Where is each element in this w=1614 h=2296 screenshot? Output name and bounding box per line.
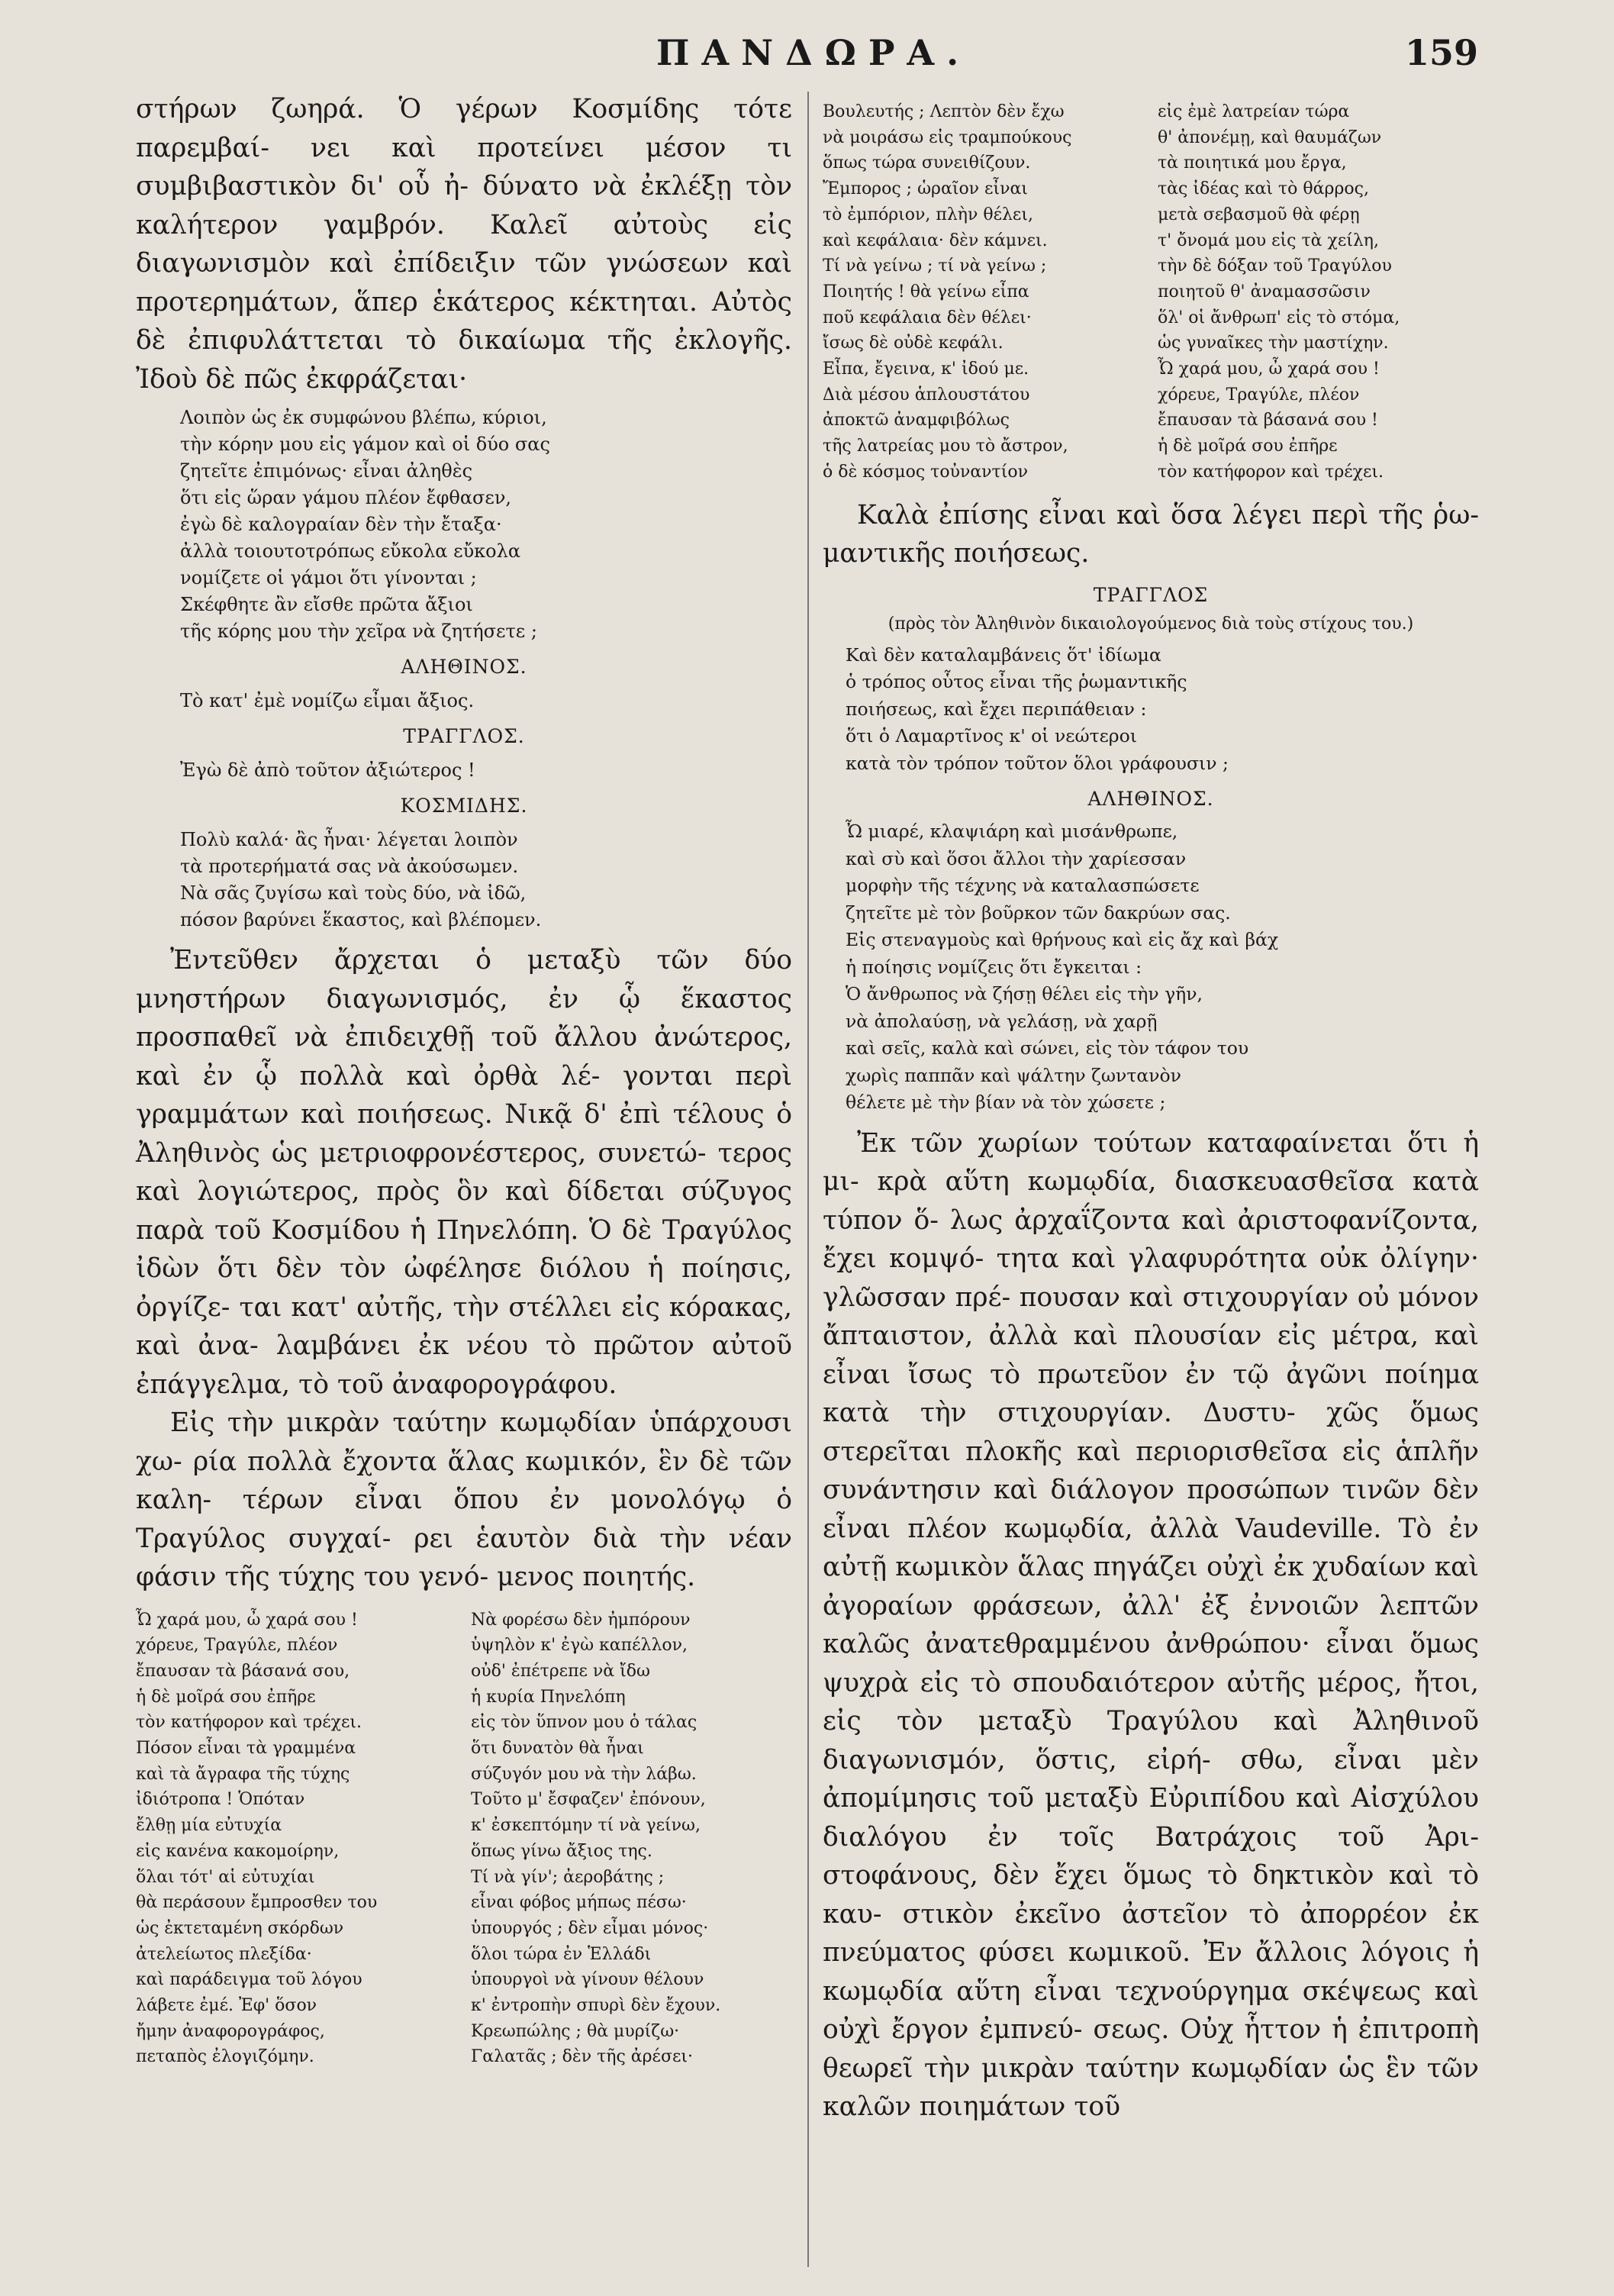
verse-line: ὅλοι τώρα ἐν Ἑλλάδι [471,1944,652,1964]
verse-line: ἔπαυσαν τὰ βάσανά σου ! [1158,411,1378,430]
verse-line: Λοιπὸν ὡς ἐκ συμφώνου βλέπω, κύριοι, [180,407,547,428]
verse-line: κ' ἐσκεπτόμην τί νὰ γείνω, [471,1816,701,1836]
column-divider [807,92,809,2267]
paragraph-romantic-poetry: Καλὰ ἐπίσης εἶναι καὶ ὅσα λέγει περὶ τῆς ῥω- μαντικῆς ποιήσεως. [823,499,1479,569]
speaker-tragylos-2: ΤΡΑΓΓΛΟΣ [1093,583,1209,606]
verse-line: χόρευε, Τραγύλε, πλέον [1158,385,1360,405]
verse-line: νὰ ἀπολαύσῃ, νὰ γελάσῃ, νὰ χαρῇ [846,1010,1158,1032]
verse-line: καὶ σεῖς, καλὰ καὶ σώνει, εἰς τὸν τάφον του [846,1037,1249,1059]
verse-line: νομίζετε οἱ γάμοι ὅτι γίνονται ; [180,567,477,589]
verse-line: θ' ἀπονέμῃ, καὶ θαυμάζων [1158,127,1382,147]
verse-line: ἡ δὲ μοῖρά σου ἐπῆρε [136,1687,316,1707]
verse-line: τὴν δὲ δόξαν τοῦ Τραγύλου [1158,256,1392,276]
verse-tragylos-romantic [823,642,1479,778]
verse-line: θέλετε μὲ τὴν βίαν νὰ τὸν χώσετε ; [846,1092,1166,1114]
verse-line: ὑπουργοὶ νὰ γίνουν θέλουν [471,1970,704,1990]
verse-line: χωρὶς παππᾶν καὶ ψάλτην ζωντανὸν [846,1064,1181,1086]
verse-line: ὅτι ὁ Λαμαρτῖνος κ' οἱ νεώτεροι [846,725,1137,747]
verse-line: Σκέφθητε ἂν εἴσθε πρῶτα ἄξιοι [180,594,473,615]
verse-line: ὡς γυναῖκες τὴν μαστίχην. [1158,334,1389,353]
verse-line-alithinos [136,688,792,714]
running-title: ΠΑΝΔΩΡΑ. [656,32,971,73]
verse-line: ἀλλὰ τοιουτοτρόπως εὔκολα εὔκολα [180,540,521,562]
paragraph-monologue-intro: Εἰς τὴν μικρὰν ταύτην κωμῳδίαν ὑπάρχουσι χω- ρία πολλὰ ἔχοντα ἅλας κωμικόν, ἓν δὲ τῶν καλη- τέρων εἶναι ὅπου ἐν μονολόγῳ ὁ Τραγύλος συγχαί- ρει ἑαυτὸν διὰ τὴν νέαν φάσιν τῆς τύχης του γενό- μενος ποιητής. [136,1408,792,1592]
verse-line: ὁ δὲ κόσμος τοὐναντίον [823,462,1028,482]
verse-line: ποιητοῦ θ' ἀναμασσῶσιν [1158,282,1371,302]
verse-line: ἡ δὲ μοῖρά σου ἐπῆρε [1158,437,1338,456]
verse-line: σύζυγόν μου νὰ τὴν λάβω. [471,1764,697,1784]
verse-line: Ἔμπορος ; ὡραῖον εἶναι [823,179,1028,199]
verse-line: ποῦ κεφάλαια δὲν θέλει· [823,308,1032,327]
verse-line: ἀποκτῶ ἀναμφιβόλως [823,411,1010,430]
verse-line: τὰ ποιητικά μου ἔργα, [1158,153,1347,173]
verse-line: εἶναι φόβος μήπως πέσω· [471,1893,687,1913]
monologue-two-column [136,1608,792,2071]
verse-line: καὶ παράδειγμα τοῦ λόγου [136,1970,362,1990]
verse-line: τὸν κατήφορον καὶ τρέχει. [1158,462,1384,482]
verse-line: ἤμην ἀναφορογράφος, [136,2021,325,2041]
verse-line: ὁ τρόπος οὗτος εἶναι τῆς ῥωμαντικῆς [846,671,1187,693]
verse-line: ἔπαυσαν τὰ βάσανά σου, [136,1661,350,1681]
verse-line: μετὰ σεβασμοῦ θὰ φέρῃ [1158,205,1360,224]
verse-line: ἔλθῃ μία εὐτυχία [136,1816,282,1836]
verse-line: Καὶ δὲν καταλαμβάνεις ὅτ' ἰδίωμα [846,643,1161,666]
verse-line: λάβετε ἐμέ. Ἐφ' ὅσον [136,1996,317,2016]
right-column [823,90,1479,2281]
verse-line: εἰς ἐμὲ λατρείαν τώρα [1158,102,1350,121]
monologue-column-a [136,1608,457,2071]
verse-line: νὰ μοιράσω εἰς τραμπούκους [823,127,1072,147]
verse-line: ὅπως τώρα συνειθίζουν. [823,153,1031,173]
verse-line: Ὦ χαρά μου, ὦ χαρά σου ! [1158,360,1380,379]
verse-line: εἰς κανένα κακομοίρην, [136,1841,340,1861]
verse-line: Ὦ μιαρέ, κλαψιάρη καὶ μισάνθρωπε, [846,821,1178,843]
verse-line: Γαλατᾶς ; δὲν τῆς ἀρέσει· [471,2047,693,2067]
verse-line: ἀτελείωτος πλεξίδα· [136,1944,312,1964]
verse-line: μορφὴν τῆς τέχνης νὰ καταλασπώσετε [846,875,1200,897]
verse-line: κ' ἐντροπὴν σπυρὶ δὲν ἔχουν. [471,1996,721,2016]
verse-line: Βουλευτής ; Λεπτὸν δὲν ἔχω [823,102,1065,121]
verse-line: ὅπως γίνω ἄξιος της. [471,1841,652,1861]
page-header [0,32,1614,93]
verse-line: ὅλαι τότ' αἱ εὐτυχίαι [136,1867,315,1887]
verse-kosmidis-reply [136,827,792,934]
verse-line: καὶ τὰ ἄγραφα τῆς τύχης [136,1764,350,1784]
verse-line: ὑψηλὸν κ' ἐγὼ καπέλλον, [471,1636,688,1656]
speaker-alithinos: ΑΛΗΘΙΝΟΣ. [401,656,527,678]
verse-line: Πολὺ καλά· ἂς ἦναι· λέγεται λοιπὸν [180,829,518,850]
speaker-tragylos: ΤΡΑΓΓΛΟΣ. [403,725,525,747]
verse-line: τὰς ἰδέας καὶ τὸ θάρρος, [1158,179,1369,199]
verse-line: Τί νὰ γείνω ; τί νὰ γείνω ; [823,256,1047,276]
verse-line: τὸν κατήφορον καὶ τρέχει. [136,1713,362,1733]
verse-alithinos-reply [823,818,1479,1117]
verse-line: Εἶπα, ἔγεινα, κ' ἰδού με. [823,360,1029,379]
verse-line: τὸ ἐμπόριον, πλὴν θέλει, [823,205,1033,224]
verse-line: Πόσον εἶναι τὰ γραμμένα [136,1739,356,1759]
verse-line: Ὁ ἄνθρωπος νὰ ζήσῃ θέλει εἰς τὴν γῆν, [846,983,1203,1005]
monologue-continued [823,99,1479,485]
paragraph-contest: Ἐντεῦθεν ἄρχεται ὁ μεταξὺ τῶν δύο μνηστήρων διαγωνισμός, ἐν ᾧ ἕκαστος προσπαθεῖ νὰ ἐπιδειχθῇ τοῦ ἄλλου ἀνώτερος, καὶ ἐν ᾧ πολλὰ καὶ ὀρθὰ λέ- γονται περὶ γραμμάτων καὶ ποιήσεως. Νικᾷ δ' ἐπὶ τέλους ὁ Ἀληθινὸς ὡς μετριοφρονέστερος, συνετώ- τερος καὶ λογιώτερος, πρὸς ὃν καὶ δίδεται σύζυγος παρὰ τοῦ Κοσμίδου ἡ Πηνελόπη. Ὁ δὲ Τραγύλος ἰδὼν ὅτι δὲν τὸν ὠφέλησε διόλου ἡ ποίησις, ὀργίζε- ται κατ' αὐτῆς, τὴν στέλλει εἰς κόρακας, καὶ ἀνα- λαμβάνει ἐκ νέου τὸ πρῶτον αὐτοῦ ἐπάγγελμα, τὸ τοῦ ἀναφορογράφου. [136,945,792,1400]
verse-line: ὅλ' οἱ ἄνθρωπ' εἰς τὸ στόμα, [1158,308,1400,327]
verse-line: ὅτι δυνατὸν θὰ ἦναι [471,1739,644,1759]
stage-direction: (πρὸς τὸν Ἀληθινὸν δικαιολογούμενος διὰ τοὺς στίχους του.) [888,614,1414,634]
verse-line-tragylos [136,757,792,784]
verse-line: Κρεωπώλης ; θὰ μυρίζω· [471,2021,680,2041]
monologue-column-d [1158,99,1479,485]
left-column [136,90,792,2281]
verse-line: καὶ κεφάλαια· δὲν κάμνει. [823,231,1048,250]
verse-kosmidis-speech [136,405,792,645]
verse-line: ὡς ἐκτεταμένη σκόρδων [136,1918,344,1938]
verse-line: πόσον βαρύνει ἕκαστος, καὶ βλέπομεν. [180,909,542,930]
verse-line: τῆς κόρης μου τὴν χεῖρα νὰ ζητήσετε ; [180,621,537,642]
verse-line: ζητεῖτε μὲ τὸν βοῦρκον τῶν δακρύων σας. [846,901,1231,924]
verse-line: Νὰ σᾶς ζυγίσω καὶ τοὺς δύο, νὰ ἰδῶ, [180,882,527,904]
monologue-column-b [471,1608,792,2071]
verse-line: ἡ ποίησις νομίζεις ὅτι ἔγκειται : [846,956,1142,978]
verse-line: ποιήσεως, καὶ ἔχει περιπάθειαν : [846,698,1147,720]
verse-line: καὶ σὺ καὶ ὅσοι ἄλλοι τὴν χαρίεσσαν [846,847,1187,869]
verse-line: Τοῦτο μ' ἔσφαζεν' ἐπόνουν, [471,1790,706,1810]
verse-line: τὴν κόρην μου εἰς γάμον καὶ οἱ δύο σας [180,434,550,455]
verse-line: ἴσως δὲ οὐδὲ κεφάλι. [823,334,1004,353]
verse-line: χόρευε, Τραγύλε, πλέον [136,1636,338,1656]
verse-line: Νὰ φορέσω δὲν ἠμπόρουν [471,1610,691,1630]
paragraph-committee-evaluation: Ἐκ τῶν χωρίων τούτων καταφαίνεται ὅτι ἡ μι- κρὰ αὕτη κωμῳδία, διασκευασθεῖσα κατὰ τύπον ὅ- λως ἀρχαΐζοντα καὶ ἀριστοφανίζοντα, ἔχει κομψό- τητα καὶ γλαφυρότητα οὐκ ὀλίγην· γλῶσσαν πρέ- πουσαν καὶ στιχουργίαν οὐ μόνον ἄπταιστον, ἀλλὰ καὶ πλουσίαν εἰς μέτρα, καὶ εἶναι ἴσως τὸ πρωτεῦον ἐν τῷ ἀγῶνι ποίημα κατὰ τὴν στιχουργίαν. Δυστυ- χῶς ὅμως στερεῖται πλοκῆς καὶ περιορισθεῖσα εἰς ἁπλῆν συνάντησιν καὶ διάλογον προσώπων τινῶν δὲν εἶναι πλέον κωμῳδία, ἀλλὰ Vaudeville. Τὸ ἐν αὐτῇ κωμικὸν ἅλας πηγάζει οὐχὶ ἐκ χυδαίων καὶ ἀγοραίων φράσεων, ἀλλ' ἐξ ἐννοιῶν λεπτῶν καλῶς ἀνατεθραμμένου ἀνθρώπου· εἶναι ὅμως ψυχρὰ εἰς τὸ σπουδαιότερον αὐτῆς μέρος, ἤτοι, εἰς τὸν μεταξὺ Τραγύλου καὶ Ἀληθινοῦ διαγωνισμόν, ὅστις, εἰρή- σθω, εἶναι μὲν ἀπομίμησις τοῦ μεταξὺ Εὐριπίδου καὶ Αἰσχύλου διαλόγου ἐν τοῖς Βατράχοις τοῦ Ἀρι- στοφάνους, δὲν ἔχει ὅμως τὸ δηκτικὸν καὶ τὸ καυ- στικὸν ἐκεῖνο ἀστεῖον τὸ ἀπορρέον ἐκ πνεύματος φύσει κωμικοῦ. Ἐν ἄλλοις λόγοις ἡ κωμῳδία αὕτη εἶναι τεχνούργημα σκέψεως καὶ οὐχὶ ἔργον ἐμπνεύ- σεως. Οὐχ ἧττον ἡ ἐπιτροπὴ θεωρεῖ τὴν μικρὰν ταύτην κωμῳδίαν ὡς ἓν τῶν καλῶν ποιημάτων τοῦ [823,1127,1479,2123]
verse-line: οὐδ' ἐπέτρεπε νὰ ἴδω [471,1661,650,1681]
verse-line: ἐγὼ δὲ καλογραίαν δὲν τὴν ἔταξα· [180,514,502,535]
verse-line: εἰς τὸν ὕπνον μου ὁ τάλας [471,1713,697,1733]
verse-line: τ' ὄνομά μου εἰς τὰ χείλη, [1158,231,1379,250]
speaker-alithinos-2: ΑΛΗΘΙΝΟΣ. [1087,788,1214,811]
verse-line: Ἐγὼ δὲ ἀπὸ τοῦτον ἀξιώτερος ! [180,759,475,781]
verse-line: τὰ προτερήματά σας νὰ ἀκούσωμεν. [180,856,519,877]
page-number: 159 [1404,32,1478,73]
verse-line: ὑπουργός ; δὲν εἶμαι μόνος· [471,1918,709,1938]
verse-line: Ὦ χαρά μου, ὦ χαρά σου ! [136,1610,358,1630]
verse-line: ἡ κυρία Πηνελόπη [471,1687,626,1707]
verse-line: πεταπὸς ἐλογιζόμην. [136,2047,314,2067]
verse-line: Τί νὰ γίν'; ἀεροβάτης ; [471,1867,665,1887]
verse-line: Ποιητής ! θὰ γείνω εἶπα [823,282,1029,302]
verse-line: Εἰς στεναγμοὺς καὶ θρήνους καὶ εἰς ἄχ καὶ βάχ [846,929,1279,951]
verse-line: ζητεῖτε ἐπιμόνως· εἶναι ἀληθὲς [180,460,473,482]
verse-line: τῆς λατρείας μου τὸ ἄστρον, [823,437,1068,456]
speaker-kosmidis: ΚΟΣΜΙΔΗΣ. [400,795,528,817]
verse-line: ἰδιότροπα ! Ὁπόταν [136,1790,305,1810]
verse-line: κατὰ τὸν τρόπον τοῦτον ὅλοι γράφουσιν ; [846,752,1229,774]
verse-line: ὅτι εἰς ὥραν γάμου πλέον ἔφθασεν, [180,487,512,508]
monologue-column-c [823,99,1144,485]
verse-line: Διὰ μέσου ἁπλουστάτου [823,385,1030,405]
verse-line: θὰ περάσουν ἔμπροσθεν του [136,1893,378,1913]
verse-line: Τὸ κατ' ἐμὲ νομίζω εἶμαι ἄξιος. [180,690,475,711]
paragraph-kosmidis-intro: στήρων ζωηρά. Ὁ γέρων Κοσμίδης τότε παρεμβαί- νει καὶ προτείνει μέσον τι συμβιβαστικὸν δι' οὗ ἠ- δύνατο νὰ ἐκλέξῃ τὸν καλήτερον γαμβρόν. Καλεῖ αὐτοὺς εἰς διαγωνισμὸν καὶ ἐπίδειξιν τῶν γνώσεων καὶ προτερημάτων, ἅπερ ἑκάτερος κέκτηται. Αὐτὸς δὲ ἐπιφυλάττεται τὸ δικαίωμα τῆς ἐκλογῆς. Ἰδοὺ δὲ πῶς ἐκφράζεται· [136,94,792,395]
